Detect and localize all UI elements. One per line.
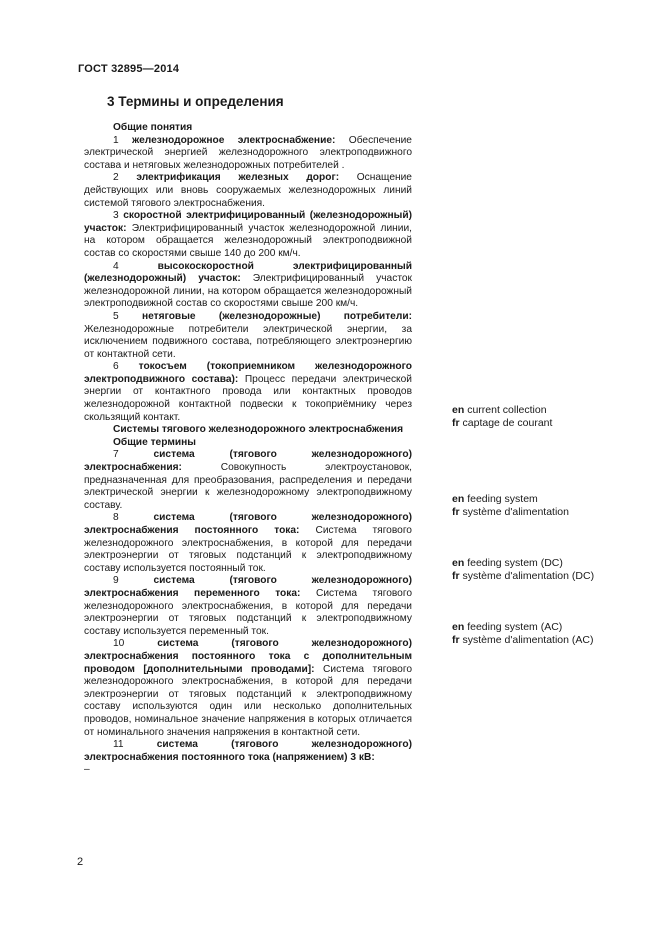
term-8: 8 система (тягового железнодорожного) электроснабжения постоянного тока: Система тягового железнодорожного электроснабжения, в которой для передачи электроэнергии от тяговых подстанций к электроподвижному составу используется постоянный ток. xyxy=(84,512,412,574)
term-6: 6 токосъем (токоприемником железнодорожного электроподвижного состава): Процесс передачи электрической энергии от контактного провода или контактных проводов железнодорожной контактной подвески к токоприёмнику через скользящий контакт. xyxy=(84,361,412,423)
term-11-definition: – xyxy=(84,764,90,776)
subsection-systems: Системы тягового железнодорожного электроснабжения xyxy=(113,424,404,436)
term-11: 11 система (тягового железнодорожного) электроснабжения постоянного тока (напряжением) 3 кВ: xyxy=(84,739,412,763)
subsection-general-terms: Общие термины xyxy=(113,436,196,448)
equivalents-term-9 xyxy=(452,621,593,646)
term-10: 10 система (тягового железнодорожного) электроснабжения постоянного тока с дополнительным проводом [дополнительными проводами]: Система тягового железнодорожного электроснабжения, в которой для передачи электроэнергии от тяговых подстанций к электроподвижному составу используются один или несколько дополнительных проводов, номинальное значение напряжения в которых отличается от номинального значения напряжения в контактной сети. xyxy=(84,638,412,738)
equivalent-fr: fr système d'alimentation xyxy=(452,505,569,518)
term-2: 2 электрификация железных дорог: Оснащение действующих или вновь сооружаемых железнодорожных линий системой тягового электроснабжения. xyxy=(84,172,412,209)
term-3: 3 скоростной электрифицированный (железнодорожный) участок: Электрифицированный участок железнодорожной линии, на котором обращается железнодорожный электроподвижной состав со скоростями свыше 140 до 200 км/ч. xyxy=(84,210,412,259)
subsection-general: Общие понятия xyxy=(113,122,193,133)
equivalents-term-7 xyxy=(452,493,569,518)
equivalent-en: en feeding system xyxy=(452,493,538,505)
page-number: 2 xyxy=(77,856,84,868)
term-4: 4 высокоскоростной электрифицированный (железнодорожный) участок: Электрифицированный участок железнодорожной линии, на котором обращается железнодорожный электроподвижной состав со скоростями свыше 200 км/ч. xyxy=(84,260,412,310)
equivalent-fr: fr captage de courant xyxy=(452,416,553,429)
equivalent-en: en feeding system (DC) xyxy=(452,557,563,569)
term-1: 1 железнодорожное электроснабжение: Обеспечение электрической энергией железнодорожного электроподвижного состава и нетяговых железнодорожных потребителей . xyxy=(84,134,412,171)
section-title: 3 Термины и определения xyxy=(107,94,284,109)
equivalent-en: en feeding system (AC) xyxy=(452,621,563,633)
equivalents-term-6 xyxy=(452,404,552,429)
document-header: ГОСТ 32895—2014 xyxy=(78,63,180,75)
term-5: 5 нетяговые (железнодорожные) потребители: Железнодорожные потребители электрической энергии, за исключением подвижного состава, потребляющего электроэнергию от контактной сети. xyxy=(84,310,412,360)
term-7: 7 система (тягового железнодорожного) электроснабжения: Совокупность электроустановок, предназначенная для преобразования, распределения и передачи электрической энергии к железнодорожному электроподвижному составу. xyxy=(84,449,412,511)
term-9: 9 система (тягового железнодорожного) электроснабжения переменного тока: Система тягового железнодорожного электроснабжения, в которой для передачи электроэнергии от тяговых подстанций к электроподвижному составу используется переменный ток. xyxy=(84,575,412,637)
equivalent-fr: fr système d'alimentation (DC) xyxy=(452,569,595,582)
equivalents-term-8 xyxy=(452,557,594,582)
equivalent-fr: fr système d'alimentation (AC) xyxy=(452,633,594,646)
equivalent-en: en current collection xyxy=(452,404,547,416)
terms-column xyxy=(84,122,412,777)
